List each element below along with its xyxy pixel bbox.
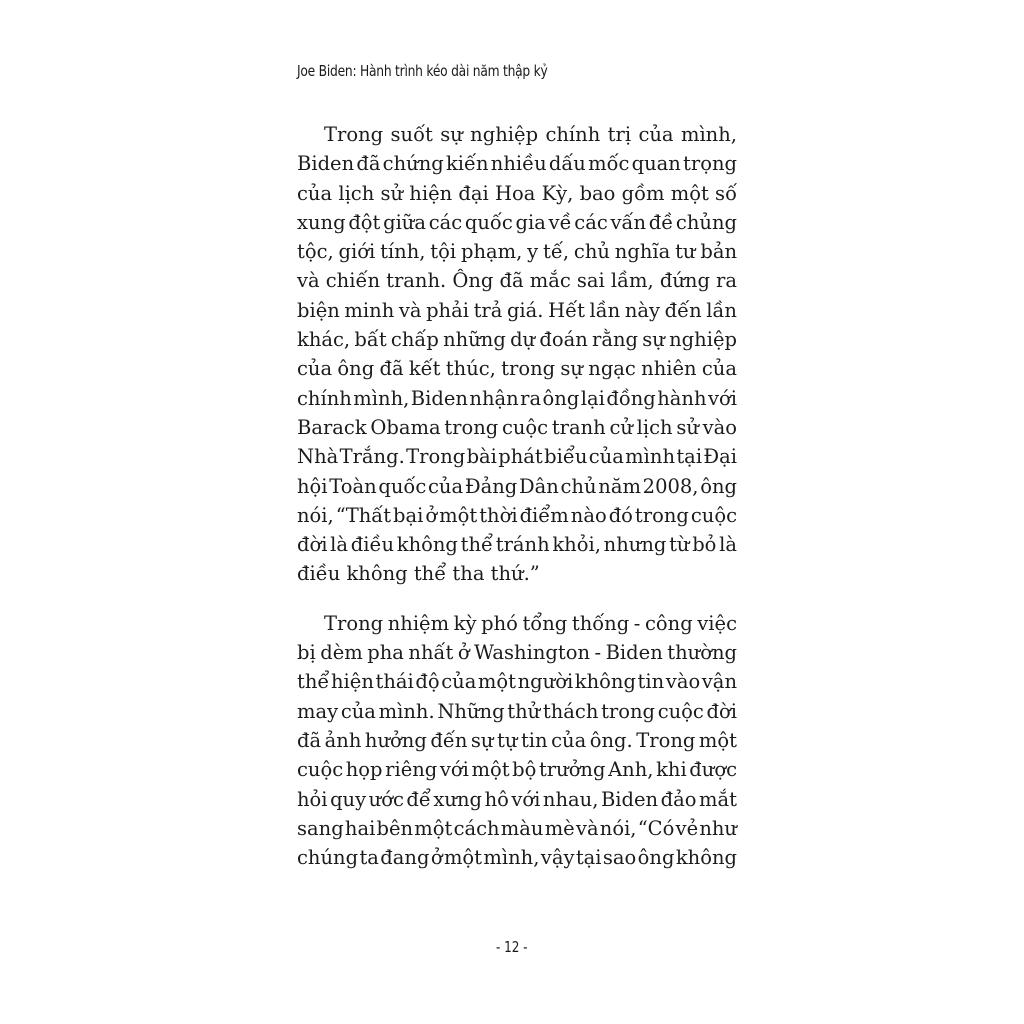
text-line: đã ảnh hưởng đến sự tự tin của ông. Trong một xyxy=(297,728,737,752)
text-line: thể hiện thái độ của một người không tin vào vận xyxy=(297,670,737,694)
text-line: chính mình, Biden nhận ra ông lại đồng hành với xyxy=(297,386,737,410)
text-line: nói, “Thất bại ở một thời điểm nào đó trong cuộc xyxy=(297,503,737,527)
text-line: biện minh và phải trả giá. Hết lần này đến lần xyxy=(297,298,737,322)
text-line: điều không thể tha thứ.” xyxy=(297,562,540,586)
text-line: của ông đã kết thúc, trong sự ngạc nhiên của xyxy=(297,357,737,381)
page-number xyxy=(0,938,1024,956)
page-number-label: - 12 - xyxy=(496,938,528,956)
text-line: tộc, giới tính, tội phạm, y tế, chủ nghĩa tư bản xyxy=(297,240,737,264)
paragraph-1 xyxy=(297,120,737,589)
paragraph-2 xyxy=(297,609,737,873)
text-line: chúng ta đang ở một mình, vậy tại sao ông không xyxy=(297,846,737,870)
text-line: xung đột giữa các quốc gia về các vấn đề chủng xyxy=(297,210,737,234)
text-line: khác, bất chấp những dự đoán rằng sự nghiệp xyxy=(297,328,737,352)
text-line: hỏi quy ước để xưng hô với nhau, Biden đảo mắt xyxy=(297,787,737,811)
text-line: may của mình. Những thử thách trong cuộc đời xyxy=(297,699,737,723)
text-line: hội Toàn quốc của Đảng Dân chủ năm 2008, ông xyxy=(297,474,737,498)
text-line: Nhà Trắng. Trong bài phát biểu của mình tại Đại xyxy=(297,445,737,469)
text-line: Biden đã chứng kiến nhiều dấu mốc quan trọng xyxy=(297,152,737,176)
running-header: Joe Biden: Hành trình kéo dài năm thập kỷ xyxy=(297,62,548,80)
text-line: bị dèm pha nhất ở Washington - Biden thường xyxy=(297,641,737,665)
body-text xyxy=(297,120,737,872)
text-line: Barack Obama trong cuộc tranh cử lịch sử vào xyxy=(297,415,737,439)
text-line: và chiến tranh. Ông đã mắc sai lầm, đứng ra xyxy=(297,269,737,293)
text-line: Trong suốt sự nghiệp chính trị của mình, xyxy=(324,123,737,146)
text-line: Trong nhiệm kỳ phó tổng thống - công việc xyxy=(324,611,737,635)
text-line: đời là điều không thể tránh khỏi, nhưng từ bỏ là xyxy=(297,533,737,557)
text-line: của lịch sử hiện đại Hoa Kỳ, bao gồm một số xyxy=(297,181,737,205)
text-line: sang hai bên một cách màu mè và nói, “Có vẻ như xyxy=(297,816,737,840)
text-line: cuộc họp riêng với một bộ trưởng Anh, khi được xyxy=(297,758,737,782)
paragraph-gap xyxy=(297,589,737,609)
